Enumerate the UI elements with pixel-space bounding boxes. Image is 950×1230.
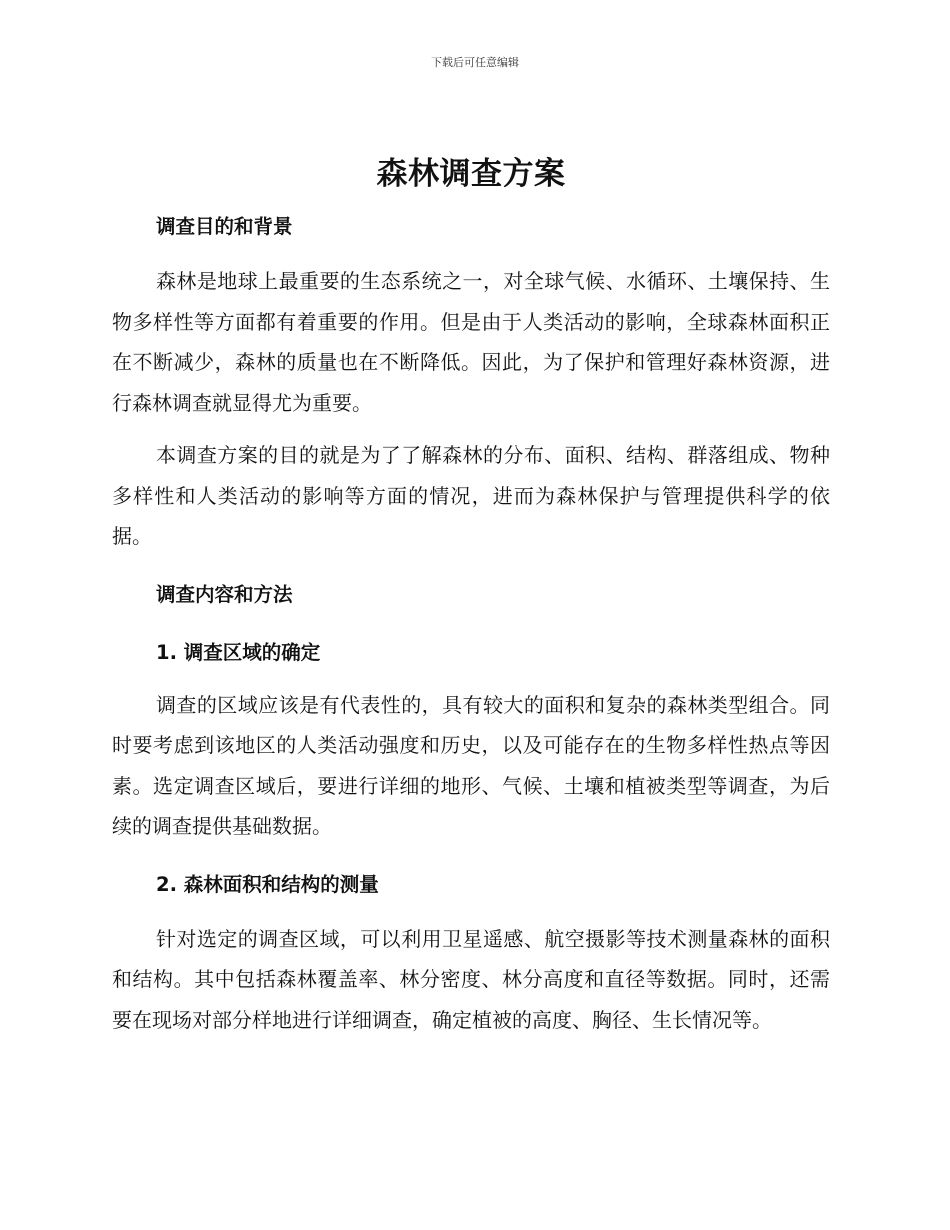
document-body (112, 148, 830, 1040)
paragraph-region: 调查的区域应该是有代表性的，具有较大的面积和复杂的森林类型组合。同时要考虑到该地区的人类活动强度和历史，以及可能存在的生物多样性热点等因素。选定调查区域后，要进行详细的地形、气候、土壤和植被类型等调查，为后续的调查提供基础数据。 (112, 692, 830, 838)
section-heading-background: 调查目的和背景 (156, 215, 293, 238)
section-heading-methods: 调查内容和方法 (156, 582, 293, 606)
paragraph-background-1: 森林是地球上最重要的生态系统之一，对全球气候、水循环、土壤保持、生物多样性等方面都有着重要的作用。但是由于人类活动的影响，全球森林面积正在不断减少，森林的质量也在不断降低。因此，为了保护和管理好森林资源，进行森林调查就显得尤为重要。 (112, 269, 830, 415)
paragraph-measurement: 针对选定的调查区域，可以利用卫星遥感、航空摄影等技术测量森林的面积和结构。其中包括森林覆盖率、林分密度、林分高度和直径等数据。同时，还需要在现场对部分样地进行详细调查，确定植被的高度、胸径、生长情况等。 (112, 926, 830, 1032)
subsection-heading-region: 1. 调查区域的确定 (156, 640, 321, 664)
paragraph-background-2: 本调查方案的目的就是为了了解森林的分布、面积、结构、群落组成、物种多样性和人类活动的影响等方面的情况，进而为森林保护与管理提供科学的依据。 (112, 443, 830, 548)
subsection-heading-measurement: 2. 森林面积和结构的测量 (156, 872, 379, 896)
document-title: 森林调查方案 (376, 156, 566, 192)
header-note: 下载后可任意编辑 (431, 56, 519, 69)
